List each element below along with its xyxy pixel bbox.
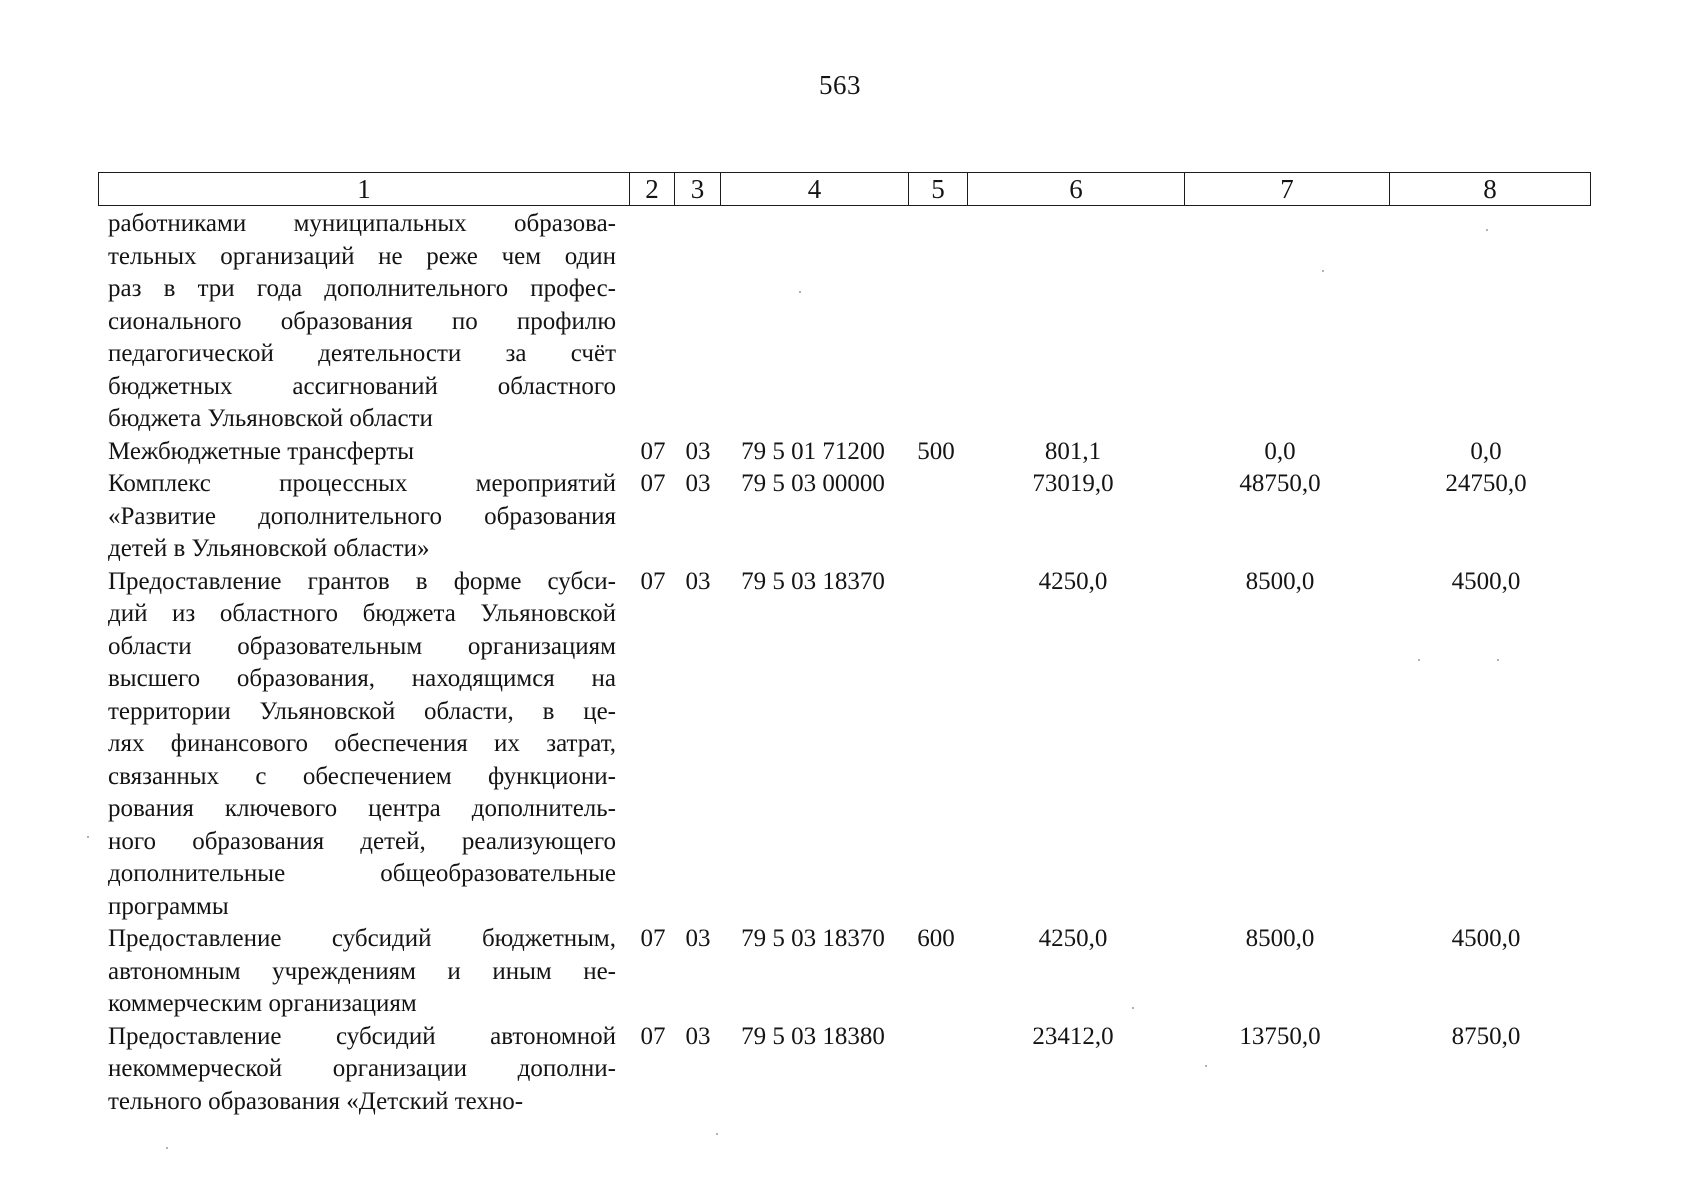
description-line: работниками муниципальных образова- bbox=[108, 210, 616, 237]
row-description bbox=[108, 436, 616, 469]
amount-col-7: 48750,0 bbox=[1239, 470, 1321, 497]
description-line: Предоставление субсидий автономной bbox=[108, 1022, 616, 1050]
description-line: лях финансового обеспечения их затрат, bbox=[108, 730, 616, 757]
amount-col-8: 0,0 bbox=[1470, 437, 1502, 465]
row-description bbox=[108, 208, 616, 436]
row-description bbox=[108, 923, 616, 1021]
description-line: педагогической деятельности за счёт bbox=[108, 340, 616, 367]
subsection-code: 03 bbox=[685, 470, 711, 497]
scan-speck bbox=[1205, 1065, 1207, 1067]
column-header-7: 7 bbox=[1185, 173, 1390, 206]
column-header-2: 2 bbox=[630, 173, 675, 206]
description-line: связанных с обеспечением функциони- bbox=[108, 762, 616, 790]
amount-col-7: 13750,0 bbox=[1239, 1022, 1321, 1050]
description-line: высшего образования, находящимся на bbox=[108, 665, 616, 692]
scan-speck bbox=[87, 836, 89, 838]
amount-col-7: 8500,0 bbox=[1245, 567, 1315, 595]
description-line: программы bbox=[108, 892, 229, 920]
target-article-code: 79 5 01 71200 bbox=[741, 437, 885, 465]
column-header-6: 6 bbox=[968, 173, 1185, 206]
column-header-row bbox=[98, 172, 1591, 206]
scan-speck bbox=[166, 1147, 168, 1149]
scan-speck bbox=[716, 1133, 718, 1135]
table-body bbox=[0, 208, 1698, 1118]
table-row bbox=[0, 923, 1698, 1021]
description-line: бюджета Ульяновской области bbox=[108, 405, 433, 432]
section-code: 07 bbox=[640, 437, 666, 465]
table-row bbox=[0, 208, 1698, 436]
description-line: области образовательным организациям bbox=[108, 632, 616, 660]
description-line: рования ключевого центра дополнитель- bbox=[108, 795, 616, 822]
row-description bbox=[108, 566, 616, 924]
description-line: раз в три года дополнительного профес- bbox=[108, 275, 616, 302]
description-line: Комплекс процессных мероприятий bbox=[108, 470, 616, 497]
amount-col-7: 8500,0 bbox=[1245, 925, 1315, 952]
description-line: Предоставление субсидий бюджетным, bbox=[108, 925, 616, 952]
description-line: бюджетных ассигнований областного bbox=[108, 372, 616, 400]
description-line: некоммерческой организации дополни- bbox=[108, 1055, 616, 1082]
amount-col-6: 23412,0 bbox=[1032, 1022, 1114, 1050]
section-code: 07 bbox=[640, 1022, 666, 1050]
table-row bbox=[0, 1021, 1698, 1119]
target-article-code: 79 5 03 00000 bbox=[741, 470, 885, 497]
column-header-1: 1 bbox=[99, 173, 630, 206]
amount-col-6: 4250,0 bbox=[1038, 925, 1108, 952]
expense-type-code: 500 bbox=[917, 437, 955, 465]
amount-col-6: 801,1 bbox=[1044, 437, 1102, 465]
target-article-code: 79 5 03 18370 bbox=[741, 567, 885, 595]
description-line: коммерческим организациям bbox=[108, 990, 417, 1017]
table-row bbox=[0, 566, 1698, 924]
description-line: тельных организаций не реже чем один bbox=[108, 242, 616, 270]
amount-col-6: 4250,0 bbox=[1038, 567, 1108, 595]
description-line: сионального образования по профилю bbox=[108, 307, 616, 335]
amount-col-8: 4500,0 bbox=[1451, 567, 1521, 595]
amount-col-7: 0,0 bbox=[1264, 437, 1296, 465]
section-code: 07 bbox=[640, 470, 666, 497]
page-number: 563 bbox=[819, 70, 861, 100]
column-header-3: 3 bbox=[675, 173, 721, 206]
amount-col-6: 73019,0 bbox=[1032, 470, 1114, 497]
description-line: Межбюджетные трансферты bbox=[108, 437, 415, 465]
scan-speck bbox=[799, 291, 801, 293]
row-description bbox=[108, 468, 616, 566]
scan-speck bbox=[1132, 1007, 1134, 1009]
subsection-code: 03 bbox=[685, 567, 711, 595]
table-row bbox=[0, 468, 1698, 566]
amount-col-8: 24750,0 bbox=[1445, 470, 1527, 497]
expense-type-code: 600 bbox=[917, 925, 955, 952]
description-line: Предоставление грантов в форме субси- bbox=[108, 567, 616, 595]
description-line: дий из областного бюджета Ульяновской bbox=[108, 600, 616, 627]
description-line: детей в Ульяновской области» bbox=[108, 535, 430, 562]
column-header-5: 5 bbox=[909, 173, 968, 206]
target-article-code: 79 5 03 18370 bbox=[741, 925, 885, 952]
column-header-4: 4 bbox=[721, 173, 909, 206]
description-line: автономным учреждениям и иным не- bbox=[108, 957, 616, 985]
scan-speck bbox=[1486, 229, 1488, 231]
description-line: «Развитие дополнительного образования bbox=[108, 502, 616, 530]
amount-col-8: 4500,0 bbox=[1451, 925, 1521, 952]
scan-speck bbox=[1418, 659, 1420, 661]
description-line: ного образования детей, реализующего bbox=[108, 827, 616, 855]
scan-speck bbox=[1322, 270, 1324, 272]
table-row bbox=[0, 436, 1698, 469]
subsection-code: 03 bbox=[685, 1022, 711, 1050]
subsection-code: 03 bbox=[685, 437, 711, 465]
amount-col-8: 8750,0 bbox=[1451, 1022, 1521, 1050]
section-code: 07 bbox=[640, 925, 666, 952]
description-line: территории Ульяновской области, в це- bbox=[108, 697, 616, 725]
row-description bbox=[108, 1021, 616, 1119]
section-code: 07 bbox=[640, 567, 666, 595]
subsection-code: 03 bbox=[685, 925, 711, 952]
scan-speck bbox=[1497, 659, 1499, 661]
description-line: дополнительные общеобразовательные bbox=[108, 860, 616, 887]
target-article-code: 79 5 03 18380 bbox=[741, 1022, 885, 1050]
description-line: тельного образования «Детский техно- bbox=[108, 1087, 524, 1115]
column-header-8: 8 bbox=[1390, 173, 1591, 206]
